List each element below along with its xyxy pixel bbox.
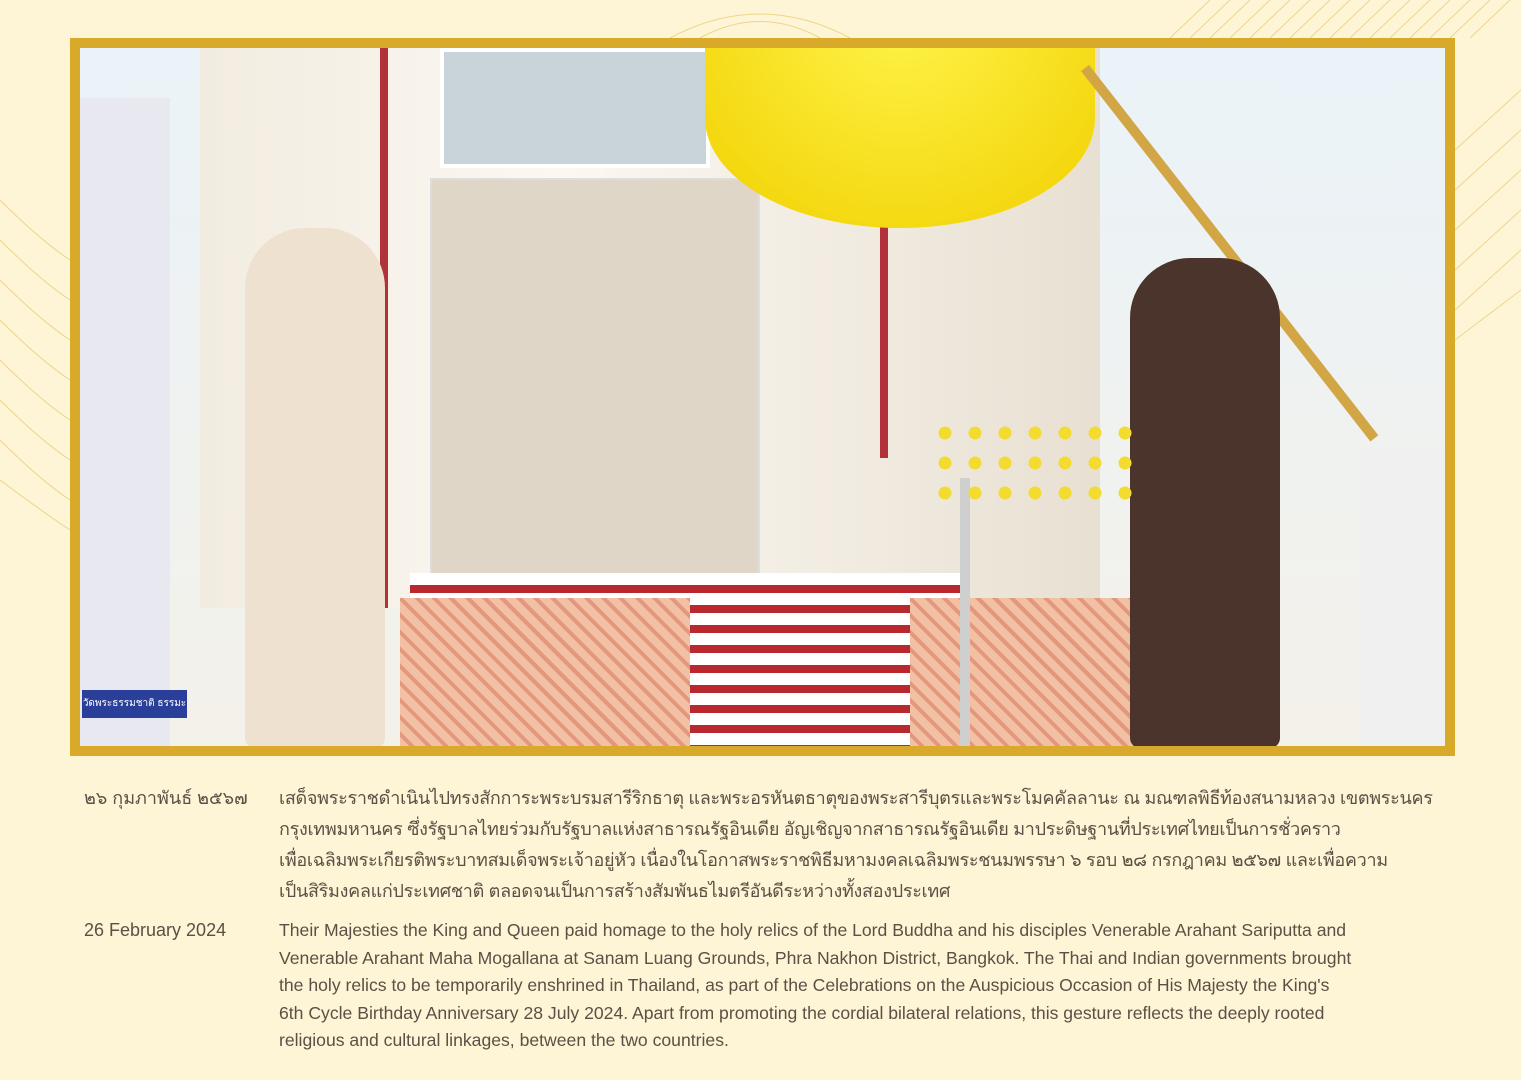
captions [84,783,1444,1075]
caption-body-thai [279,783,1444,907]
caption-body-english [279,917,1444,1055]
handrail [960,478,970,746]
queen-figure [245,228,385,746]
caption-line: 6th Cycle Birthday Anniversary 28 July 2024. Apart from promoting the cordial bilateral relations, this gesture reflects the deeply rooted [279,1002,1325,1023]
red-stripe [880,218,888,458]
caption-line: เพื่อเฉลิมพระเกียรติพระบาทสมเด็จพระเจ้าอยู่หัว เนื่องในโอกาสพระราชพิธีมหามงคลเฉลิมพระชนมพรรษา ๖ รอบ ๒๘ กรกฎาคม ๒๕๖๗ และเพื่อความ [279,850,1388,870]
caption-date-english: 26 February 2024 [84,920,227,940]
caption-line: Venerable Arahant Maha Mogallana at Sanam Luang Grounds, Phra Nakhon District, Bangkok. The Thai and Indian governments brought [279,947,1352,968]
caption-english [84,917,1444,1055]
table-left [400,598,690,746]
caption-date-thai: ๒๖ กุมภาพันธ์ ๒๕๖๗ [84,788,248,808]
window [440,48,710,168]
caption-line: the holy relics to be temporarily enshrined in Thailand, as part of the Celebrations on the Auspicious Occasion of His Majesty the King's [279,975,1330,996]
officer-right [1360,448,1445,746]
caption-line: religious and cultural linkages, between the two countries. [279,1030,729,1051]
king-figure [1130,258,1280,746]
caption-line: Their Majesties the King and Queen paid homage to the holy relics of the Lord Buddha and his disciples Venerable Arahant Sariputta and [279,920,1347,940]
caption-line: เสด็จพระราชดำเนินไปทรงสักการะพระบรมสารีริกธาตุ และพระอรหันตธาตุของพระสารีบุตรและพระโมคคัลลานะ ณ มณฑลพิธีท้องสนามหลวง เขตพระนคร [279,788,1433,808]
caption-line: กรุงเทพมหานคร ซึ่งรัฐบาลไทยร่วมกับรัฐบาลแห่งสาธารณรัฐอินเดีย อัญเชิญจากสาธารณรัฐอินเดีย มาประดิษฐานที่ประเทศไทยเป็นการชั่วคราว [279,819,1341,839]
pavilion-interior [430,178,760,578]
attendant-left [80,98,170,746]
sign: วัดพระธรรมชาติ ธรรมะ [82,690,187,718]
photo-frame [70,38,1455,756]
flowers [930,418,1140,508]
caption-line: เป็นสิริมงคลแก่ประเทศชาติ ตลอดจนเป็นการสร้างสัมพันธไมตรีอันดีระหว่างทั้งสองประเทศ [279,881,951,901]
ceremony-photo [80,48,1445,746]
caption-thai [84,783,1444,907]
